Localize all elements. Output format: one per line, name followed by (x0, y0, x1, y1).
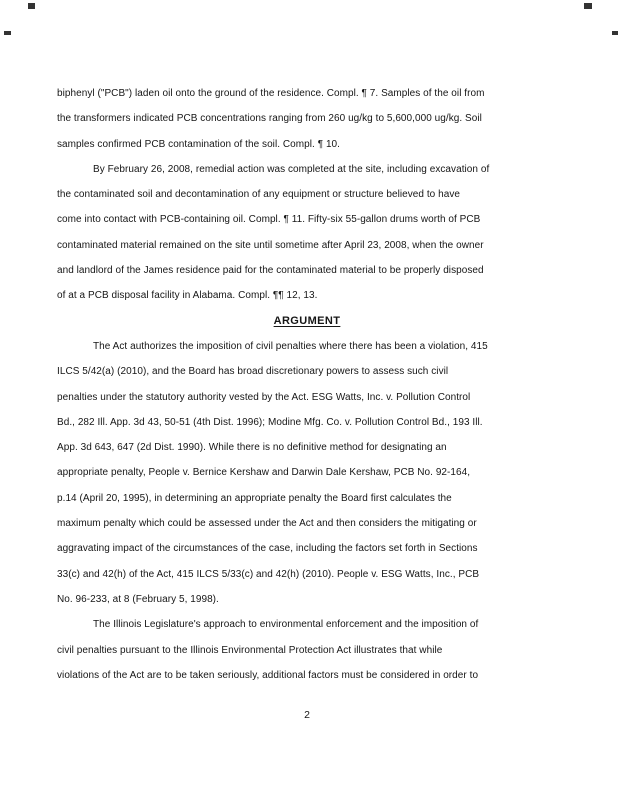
document-line: appropriate penalty, People v. Bernice Kershaw and Darwin Dale Kershaw, PCB No. 92-164, (57, 467, 471, 479)
section-heading (57, 309, 557, 334)
document-line: App. 3d 643, 647 (2d Dist. 1990). While there is no definitive method for designating an (57, 442, 447, 454)
document-line: p.14 (April 20, 1995), in determining an appropriate penalty the Board first calculates the (57, 492, 452, 504)
document-line: the transformers indicated PCB concentrations ranging from 260 ug/kg to 5,600,000 ug/kg. Soil (57, 113, 482, 125)
scan-artifact-mark (612, 31, 618, 35)
scan-artifact-mark (4, 31, 11, 35)
scan-artifact-mark (584, 3, 592, 9)
document-line: and landlord of the James residence paid for the contaminated material to be properly disposed (57, 265, 484, 277)
page-number: 2 (304, 709, 310, 721)
document-line: By February 26, 2008, remedial action was completed at the site, including excavation of (93, 163, 490, 175)
document-line: of at a PCB disposal facility in Alabama. Compl. ¶¶ 12, 13. (57, 290, 318, 302)
document-line: ILCS 5/42(a) (2010), and the Board has broad discretionary powers to assess such civil (57, 366, 449, 378)
scan-artifact-mark (28, 3, 35, 9)
section-heading-text: ARGUMENT (273, 314, 341, 327)
document-line: The Act authorizes the imposition of civil penalties where there has been a violation, 415 (93, 340, 488, 352)
document-line: penalties under the statutory authority vested by the Act. ESG Watts, Inc. v. Pollution Control (57, 391, 471, 403)
document-line: The Illinois Legislature's approach to environmental enforcement and the imposition of (93, 619, 479, 631)
document-line: 33(c) and 42(h) of the Act, 415 ILCS 5/33(c) and 42(h) (2010). People v. ESG Watts, Inc., PCB (57, 568, 480, 580)
document-line: samples confirmed PCB contamination of the soil. Compl. ¶ 10. (57, 138, 340, 150)
document-line: No. 96-233, at 8 (February 5, 1998). (57, 593, 219, 605)
document-line: violations of the Act are to be taken seriously, additional factors must be considered in order to (57, 669, 479, 681)
document-line: contaminated material remained on the site until sometime after April 23, 2008, when the owner (57, 239, 484, 251)
document-line: Bd., 282 Ill. App. 3d 43, 50-51 (4th Dist. 1996); Modine Mfg. Co. v. Pollution Control Bd., 193 Ill. (57, 416, 483, 428)
text-block (57, 81, 557, 688)
document-line: aggravating impact of the circumstances of the case, including the factors set forth in Sections (57, 543, 478, 555)
document-line: maximum penalty which could be assessed under the Act and then considers the mitigating or (57, 518, 477, 530)
document-line: civil penalties pursuant to the Illinois Environmental Protection Act illustrates that while (57, 644, 443, 656)
document-line: the contaminated soil and decontamination of any equipment or structure believed to have (57, 189, 460, 201)
document-line: come into contact with PCB-containing oil. Compl. ¶ 11. Fifty-six 55-gallon drums worth of PCB (57, 214, 481, 226)
document-line: biphenyl ("PCB") laden oil onto the ground of the residence. Compl. ¶ 7. Samples of the oil from (57, 88, 485, 99)
